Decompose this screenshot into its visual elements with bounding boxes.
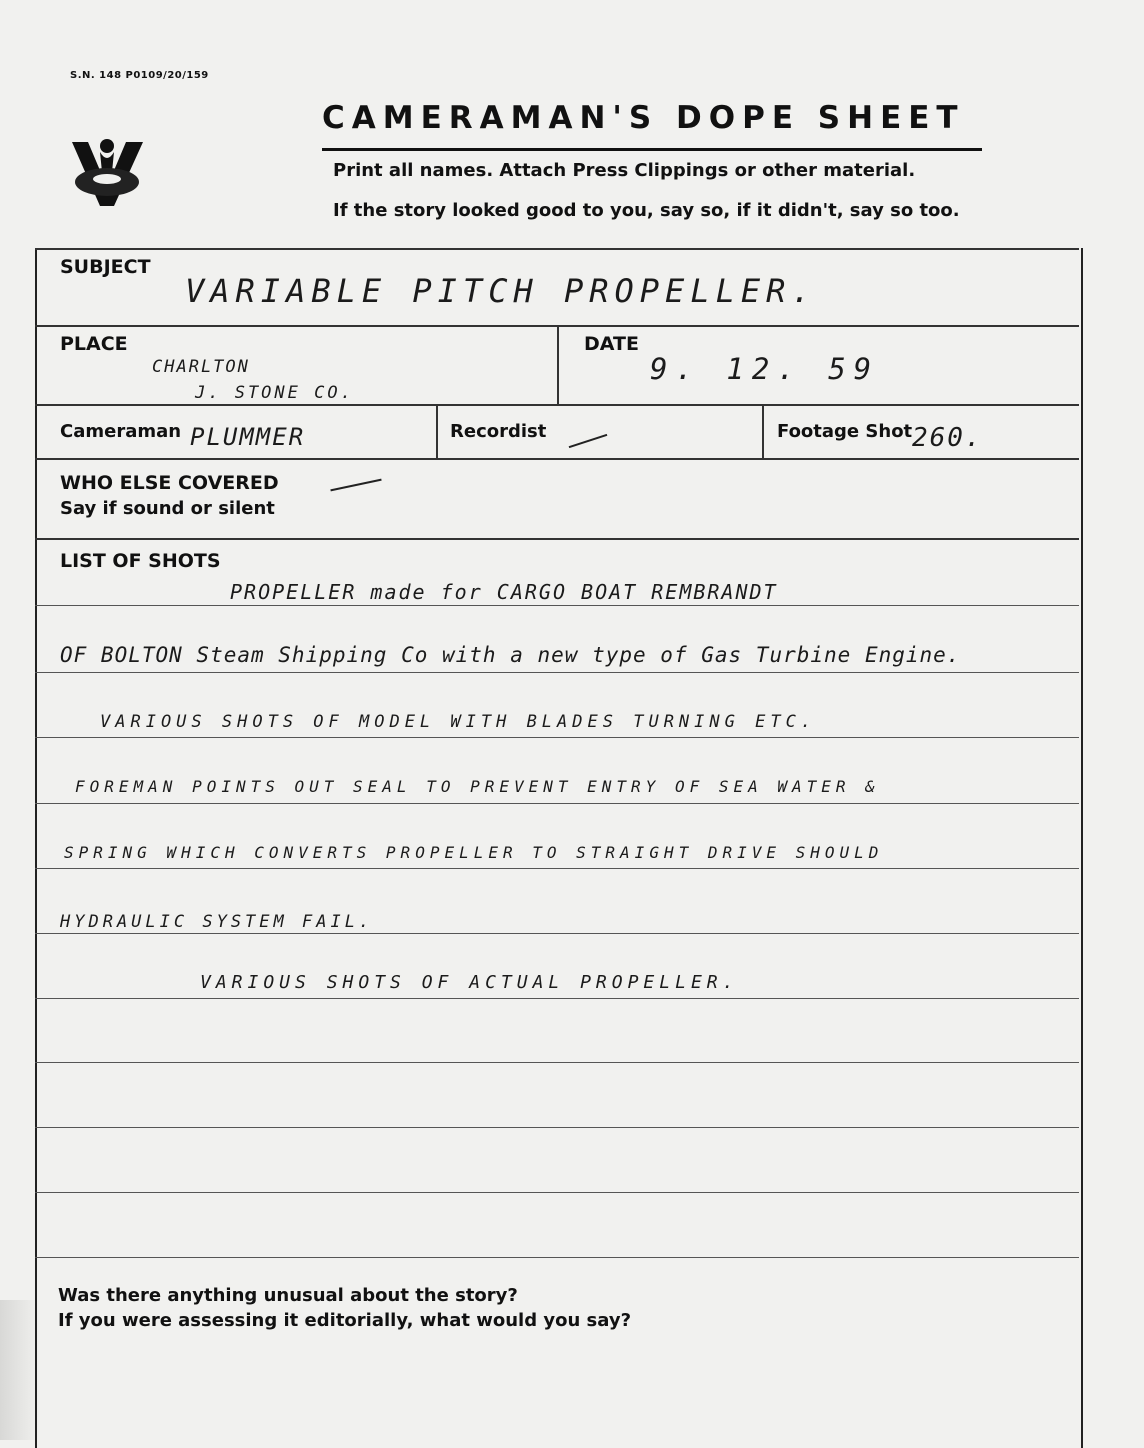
question-editorial: If you were assessing it editorially, what would you say? <box>58 1310 632 1331</box>
cameraman-recordist-divider <box>436 405 438 458</box>
instruction-line-1: Print all names. Attach Press Clippings or other material. <box>333 160 916 181</box>
shot-line-rule <box>35 868 1079 869</box>
shot-line: PROPELLER made for CARGO BOAT REMBRANDT <box>230 580 778 604</box>
form-code: S.N. 148 P0109/20/159 <box>70 70 209 81</box>
shot-line: SPRING WHICH CONVERTS PROPELLER TO STRAIGHT DRIVE SHOULD <box>64 843 884 862</box>
shot-line-rule <box>35 998 1079 999</box>
shot-line: FOREMAN POINTS OUT SEAL TO PREVENT ENTRY OF SEA WATER & <box>75 777 880 796</box>
list-of-shots-label: LIST OF SHOTS <box>60 550 221 572</box>
subject-value: VARIABLE PITCH PROPELLER. <box>185 272 817 310</box>
cameraman-value: PLUMMER <box>190 423 306 451</box>
shot-line-rule <box>35 1127 1079 1128</box>
shot-line-rule <box>35 605 1079 606</box>
instruction-line-2: If the story looked good to you, say so, if it didn't, say so too. <box>333 200 960 221</box>
shot-line: VARIOUS SHOTS OF ACTUAL PROPELLER. <box>200 972 739 993</box>
who-else-label: WHO ELSE COVERED <box>60 472 279 494</box>
rule-cameraman <box>35 458 1079 460</box>
rule-who-else <box>35 538 1079 540</box>
shot-line-rule <box>35 1062 1079 1063</box>
shot-line-rule <box>35 672 1079 673</box>
footage-label: Footage Shot <box>777 421 913 442</box>
rule-top <box>35 248 1079 250</box>
subject-label: SUBJECT <box>60 256 151 278</box>
shot-line-rule <box>35 1192 1079 1193</box>
shot-line: OF BOLTON Steam Shipping Co with a new type of Gas Turbine Engine. <box>60 643 961 667</box>
shot-line-rule <box>35 933 1079 934</box>
place-label: PLACE <box>60 333 128 355</box>
shot-line: HYDRAULIC SYSTEM FAIL. <box>60 912 374 932</box>
shot-line: VARIOUS SHOTS OF MODEL WITH BLADES TURNING ETC. <box>100 712 817 732</box>
place-value-line-1: CHARLTON <box>152 357 250 377</box>
cameraman-label: Cameraman <box>60 421 182 442</box>
footage-value: 260. <box>912 423 983 453</box>
who-else-sublabel: Say if sound or silent <box>60 498 275 519</box>
place-value-line-2: J. STONE CO. <box>195 383 354 403</box>
place-date-divider <box>557 326 559 404</box>
shot-line-rule <box>35 737 1079 738</box>
rule-place <box>35 404 1079 406</box>
folded-corner <box>0 1300 40 1440</box>
recordist-footage-divider <box>762 405 764 458</box>
recordist-label: Recordist <box>450 421 547 442</box>
date-label: DATE <box>584 333 639 355</box>
shot-line-rule <box>35 803 1079 804</box>
emblem-logo-icon <box>70 132 145 212</box>
date-value: 9. 12. 59 <box>650 352 880 386</box>
question-unusual: Was there anything unusual about the story? <box>58 1285 518 1306</box>
shot-line-rule <box>35 1257 1079 1258</box>
page-title: CAMERAMAN'S DOPE SHEET <box>322 100 982 151</box>
